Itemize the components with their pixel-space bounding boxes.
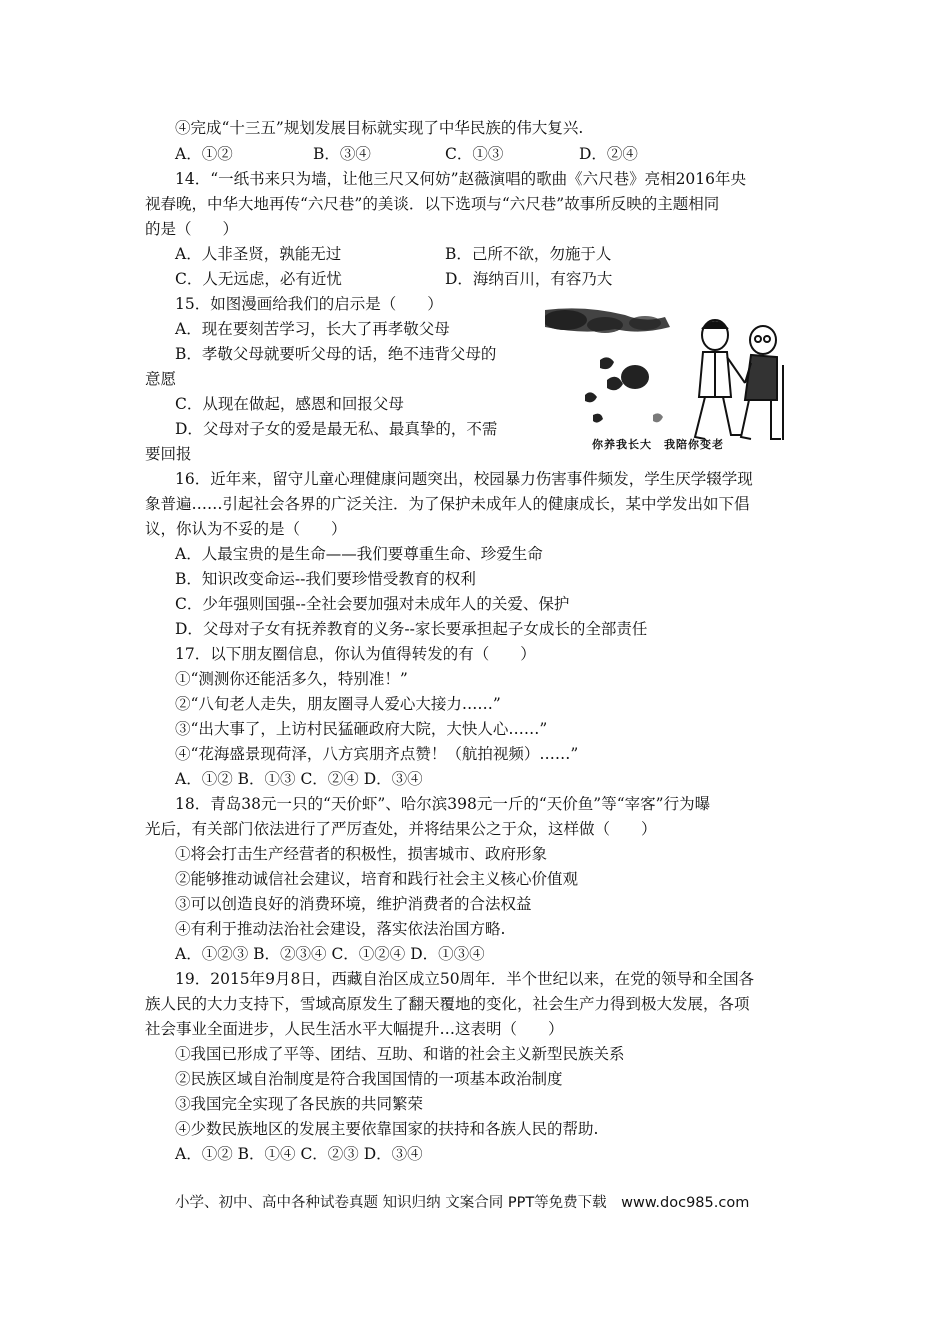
q18-item-1: ①将会打击生产经营者的积极性，损害城市、政府形象 <box>175 845 548 863</box>
q18-item-3: ③可以创造良好的消费环境，维护消费者的合法权益 <box>175 895 532 913</box>
q16-option-c: C．少年强则国强--全社会要加强对未成年人的关爱、保护 <box>175 595 570 613</box>
q15-option-c: C．从现在做起，感恩和回报父母 <box>175 395 404 413</box>
q15-stem: 15．如图漫画给我们的启示是（ ） <box>175 295 443 313</box>
q17-stem: 17．以下朋友圈信息，你认为值得转发的有（ ） <box>175 645 536 663</box>
q16-stem-line3: 议，你认为不妥的是（ ） <box>145 520 347 538</box>
q14-option-c: C．人无远虑，必有近忧 <box>175 270 342 288</box>
q14-stem-line2: 视春晚，中华大地再传“六尺巷”的美谈．以下选项与“六尺巷”故事所反映的主题相同 <box>145 195 720 213</box>
q15-option-d-line1: D．父母对子女的爱是最无私、最真挚的，不需 <box>175 420 498 438</box>
q13-option-a: A．①② <box>175 145 233 163</box>
q19-stem-line2: 族人民的大力支持下，雪域高原发生了翻天覆地的变化，社会生产力得到极大发展，各项 <box>145 995 750 1013</box>
q16-option-d: D．父母对子女有抚养教育的义务--家长要承担起子女成长的全部责任 <box>175 620 648 638</box>
q19-item-1: ①我国已形成了平等、团结、互助、和谐的社会主义新型民族关系 <box>175 1045 625 1063</box>
q14-stem-line3: 的是（ ） <box>145 220 239 238</box>
q15-option-b-line2: 意愿 <box>145 370 177 388</box>
q18-options: A．①②③ B．②③④ C．①②④ D．①③④ <box>175 945 485 963</box>
q17-item-2: ②“八旬老人走失，朋友圈寻人爱心大接力……” <box>175 695 501 713</box>
page-footer: 小学、初中、高中各种试卷真题 知识归纳 文案合同 PPT等免费下载 www.doc985.com <box>175 1195 750 1211</box>
q17-item-3: ③“出大事了，上访村民猛砸政府大院，大快人心……” <box>175 720 548 738</box>
q19-options: A．①② B．①④ C．②③ D．③④ <box>175 1145 423 1163</box>
q15-option-a: A．现在要刻苦学习，长大了再孝敬父母 <box>175 320 450 338</box>
q14-option-d: D．海纳百川，有容乃大 <box>445 270 613 288</box>
q19-stem-line1: 19．2015年9月8日，西藏自治区成立50周年．半个世纪以来，在党的领导和全国各 <box>175 970 755 988</box>
q18-item-2: ②能够推动诚信社会建议，培育和践行社会主义核心价值观 <box>175 870 579 888</box>
q14-stem-line1: 14．“一纸书来只为墙，让他三尺又何妨”赵薇演唱的歌曲《六尺巷》亮相2016年央 <box>175 170 747 188</box>
q18-stem-line1: 18．青岛38元一只的“天价虾”、哈尔滨398元一斤的“天价鱼”等“宰客”行为曝 <box>175 795 711 813</box>
q19-item-3: ③我国完全实现了各民族的共同繁荣 <box>175 1095 424 1113</box>
cartoon-caption: 你养我长大 我陪你变老 <box>592 438 724 451</box>
q13-item-4: ④完成“十三五”规划发展目标就实现了中华民族的伟大复兴. <box>175 119 584 137</box>
q16-option-a: A．人最宝贵的是生命——我们要尊重生命、珍爱生命 <box>175 545 543 563</box>
q13-option-d: D．②④ <box>579 145 638 163</box>
q17-options: A．①② B．①③ C．②④ D．③④ <box>175 770 423 788</box>
q17-item-1: ①“测测你还能活多久，特别准！” <box>175 670 408 688</box>
q19-stem-line3: 社会事业全面进步，人民生活水平大幅提升…这表明（ ） <box>145 1020 564 1038</box>
q16-stem-line1: 16．近年来，留守儿童心理健康问题突出，校园暴力伤害事件频发，学生厌学辍学现 <box>175 470 753 488</box>
q15-option-b-line1: B．孝敬父母就要听父母的话，绝不违背父母的 <box>175 345 497 363</box>
q18-item-4: ④有利于推动法治社会建设，落实依法治国方略. <box>175 920 506 938</box>
q14-option-b: B．己所不欲，勿施于人 <box>445 245 612 263</box>
q18-stem-line2: 光后，有关部门依法进行了严厉查处，并将结果公之于众，这样做（ ） <box>145 820 657 838</box>
q17-item-4: ④“花海盛景现荷泽，八方宾朋齐点赞！（航拍视频）……” <box>175 745 579 763</box>
q16-stem-line2: 象普遍……引起社会各界的广泛关注．为了保护未成年人的健康成长，某中学发出如下倡 <box>145 495 750 513</box>
q15-option-d-line2: 要回报 <box>145 445 192 463</box>
cartoon-image <box>545 305 785 455</box>
q19-item-2: ②民族区域自治制度是符合我国国情的一项基本政治制度 <box>175 1070 563 1088</box>
q14-option-a: A．人非圣贤，孰能无过 <box>175 245 342 263</box>
q16-option-b: B．知识改变命运--我们要珍惜受教育的权利 <box>175 570 476 588</box>
q13-option-b: B．③④ <box>313 145 371 163</box>
q19-item-4: ④少数民族地区的发展主要依靠国家的扶持和各族人民的帮助. <box>175 1120 599 1138</box>
q13-option-c: C．①③ <box>445 145 504 163</box>
